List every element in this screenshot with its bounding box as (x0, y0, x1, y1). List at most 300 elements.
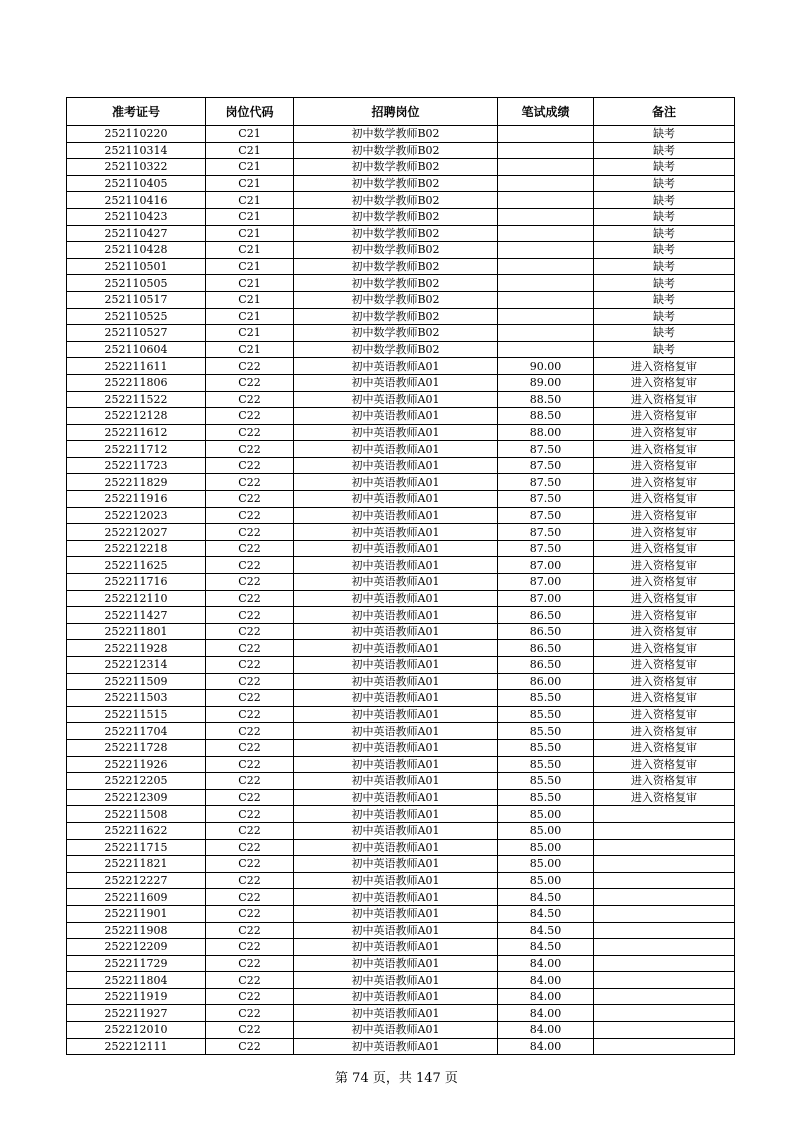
table-row (67, 939, 735, 956)
exam-id-cell: 252110501 (67, 258, 206, 275)
post-code-cell: C22 (206, 822, 294, 839)
written-score-cell: 86.50 (498, 623, 594, 640)
remark-cell: 进入资格复审 (594, 706, 735, 723)
post-name-cell: 初中英语教师A01 (294, 789, 498, 806)
post-name-cell: 初中英语教师A01 (294, 657, 498, 674)
exam-id-cell: 252211427 (67, 607, 206, 624)
written-score-cell (498, 258, 594, 275)
remark-cell (594, 1022, 735, 1039)
post-code-cell: C21 (206, 291, 294, 308)
exam-id-cell: 252211716 (67, 574, 206, 591)
table-row (67, 690, 735, 707)
table-row (67, 1005, 735, 1022)
exam-id-cell: 252211919 (67, 988, 206, 1005)
remark-cell: 进入资格复审 (594, 673, 735, 690)
post-code-cell: C22 (206, 391, 294, 408)
table-row (67, 972, 735, 989)
written-score-cell: 84.50 (498, 922, 594, 939)
exam-id-cell: 252212027 (67, 524, 206, 541)
remark-cell (594, 922, 735, 939)
remark-cell: 进入资格复审 (594, 474, 735, 491)
remark-cell: 进入资格复审 (594, 773, 735, 790)
table-row (67, 839, 735, 856)
written-score-cell: 87.50 (498, 540, 594, 557)
exam-id-cell: 252110423 (67, 208, 206, 225)
post-name-cell: 初中英语教师A01 (294, 540, 498, 557)
exam-id-cell: 252211829 (67, 474, 206, 491)
post-code-cell: C22 (206, 1005, 294, 1022)
exam-id-cell: 252211801 (67, 623, 206, 640)
table-row (67, 1038, 735, 1055)
post-code-cell: C21 (206, 159, 294, 176)
table-row (67, 739, 735, 756)
remark-cell: 进入资格复审 (594, 524, 735, 541)
header-post-name: 招聘岗位 (294, 98, 498, 126)
post-name-cell: 初中英语教师A01 (294, 723, 498, 740)
post-code-cell: C21 (206, 308, 294, 325)
written-score-cell (498, 175, 594, 192)
post-code-cell: C22 (206, 574, 294, 591)
written-score-cell: 87.50 (498, 457, 594, 474)
table-row (67, 474, 735, 491)
table-row (67, 208, 735, 225)
post-name-cell: 初中英语教师A01 (294, 988, 498, 1005)
remark-cell: 进入资格复审 (594, 574, 735, 591)
remark-cell (594, 889, 735, 906)
post-code-cell: C22 (206, 408, 294, 425)
exam-id-cell: 252110427 (67, 225, 206, 242)
table-row (67, 789, 735, 806)
post-name-cell: 初中英语教师A01 (294, 872, 498, 889)
written-score-cell: 85.00 (498, 822, 594, 839)
written-score-cell: 84.50 (498, 905, 594, 922)
post-name-cell: 初中英语教师A01 (294, 640, 498, 657)
written-score-cell: 85.00 (498, 806, 594, 823)
written-score-cell: 86.50 (498, 657, 594, 674)
written-score-cell: 85.00 (498, 872, 594, 889)
post-name-cell: 初中英语教师A01 (294, 922, 498, 939)
post-code-cell: C21 (206, 225, 294, 242)
table-row (67, 192, 735, 209)
post-name-cell: 初中英语教师A01 (294, 706, 498, 723)
post-name-cell: 初中英语教师A01 (294, 374, 498, 391)
remark-cell: 进入资格复审 (594, 657, 735, 674)
post-code-cell: C22 (206, 607, 294, 624)
header-post-code: 岗位代码 (206, 98, 294, 126)
post-code-cell: C22 (206, 723, 294, 740)
post-code-cell: C22 (206, 856, 294, 873)
written-score-cell (498, 242, 594, 259)
remark-cell: 进入资格复审 (594, 408, 735, 425)
post-name-cell: 初中英语教师A01 (294, 1022, 498, 1039)
post-name-cell: 初中英语教师A01 (294, 457, 498, 474)
post-name-cell: 初中英语教师A01 (294, 524, 498, 541)
written-score-cell (498, 142, 594, 159)
exam-id-cell: 252212218 (67, 540, 206, 557)
table-row (67, 325, 735, 342)
post-code-cell: C22 (206, 939, 294, 956)
table-row (67, 491, 735, 508)
post-name-cell: 初中数学教师B02 (294, 275, 498, 292)
table-row (67, 922, 735, 939)
post-code-cell: C21 (206, 175, 294, 192)
written-score-cell (498, 126, 594, 143)
remark-cell: 进入资格复审 (594, 640, 735, 657)
post-name-cell: 初中数学教师B02 (294, 308, 498, 325)
post-name-cell: 初中英语教师A01 (294, 673, 498, 690)
post-name-cell: 初中数学教师B02 (294, 142, 498, 159)
post-code-cell: C21 (206, 192, 294, 209)
exam-id-cell: 252110525 (67, 308, 206, 325)
remark-cell: 进入资格复审 (594, 540, 735, 557)
post-code-cell: C22 (206, 839, 294, 856)
exam-id-cell: 252211509 (67, 673, 206, 690)
exam-id-cell: 252212314 (67, 657, 206, 674)
post-code-cell: C21 (206, 126, 294, 143)
remark-cell (594, 839, 735, 856)
exam-id-cell: 252211503 (67, 690, 206, 707)
exam-id-cell: 252211927 (67, 1005, 206, 1022)
post-name-cell: 初中数学教师B02 (294, 192, 498, 209)
post-code-cell: C22 (206, 524, 294, 541)
exam-id-cell: 252212110 (67, 590, 206, 607)
post-code-cell: C22 (206, 640, 294, 657)
remark-cell (594, 972, 735, 989)
remark-cell: 进入资格复审 (594, 358, 735, 375)
exam-id-cell: 252110527 (67, 325, 206, 342)
table-row (67, 457, 735, 474)
exam-id-cell: 252211508 (67, 806, 206, 823)
written-score-cell: 88.50 (498, 408, 594, 425)
written-score-cell: 87.50 (498, 524, 594, 541)
written-score-cell: 84.00 (498, 972, 594, 989)
remark-cell: 缺考 (594, 126, 735, 143)
exam-id-cell: 252212010 (67, 1022, 206, 1039)
table-row (67, 358, 735, 375)
table-row (67, 955, 735, 972)
exam-id-cell: 252211704 (67, 723, 206, 740)
table-row (67, 291, 735, 308)
written-score-cell: 86.00 (498, 673, 594, 690)
table-row (67, 806, 735, 823)
post-code-cell: C22 (206, 441, 294, 458)
post-name-cell: 初中英语教师A01 (294, 358, 498, 375)
post-code-cell: C22 (206, 590, 294, 607)
post-code-cell: C22 (206, 706, 294, 723)
table-row (67, 557, 735, 574)
post-name-cell: 初中英语教师A01 (294, 773, 498, 790)
table-row (67, 872, 735, 889)
remark-cell: 缺考 (594, 142, 735, 159)
post-name-cell: 初中英语教师A01 (294, 822, 498, 839)
remark-cell: 缺考 (594, 159, 735, 176)
post-code-cell: C22 (206, 872, 294, 889)
exam-id-cell: 252211928 (67, 640, 206, 657)
exam-id-cell: 252212111 (67, 1038, 206, 1055)
exam-id-cell: 252110428 (67, 242, 206, 259)
post-code-cell: C21 (206, 208, 294, 225)
table-row (67, 524, 735, 541)
table-row (67, 308, 735, 325)
remark-cell (594, 905, 735, 922)
post-code-cell: C21 (206, 275, 294, 292)
remark-cell: 缺考 (594, 208, 735, 225)
remark-cell (594, 988, 735, 1005)
table-row (67, 408, 735, 425)
remark-cell (594, 856, 735, 873)
table-row (67, 574, 735, 591)
exam-id-cell: 252212023 (67, 507, 206, 524)
table-row (67, 590, 735, 607)
written-score-cell: 88.50 (498, 391, 594, 408)
table-row (67, 242, 735, 259)
written-score-cell (498, 341, 594, 358)
table-row (67, 374, 735, 391)
table-row (67, 142, 735, 159)
post-name-cell: 初中英语教师A01 (294, 690, 498, 707)
remark-cell: 缺考 (594, 308, 735, 325)
post-code-cell: C21 (206, 142, 294, 159)
table-row (67, 126, 735, 143)
post-code-cell: C22 (206, 922, 294, 939)
remark-cell: 进入资格复审 (594, 756, 735, 773)
table-row (67, 225, 735, 242)
remark-cell: 进入资格复审 (594, 739, 735, 756)
remark-cell: 进入资格复审 (594, 690, 735, 707)
written-score-cell (498, 275, 594, 292)
table-header-row (67, 98, 735, 126)
written-score-cell: 87.00 (498, 574, 594, 591)
remark-cell (594, 939, 735, 956)
post-name-cell: 初中英语教师A01 (294, 972, 498, 989)
written-score-cell: 84.50 (498, 889, 594, 906)
post-code-cell: C22 (206, 474, 294, 491)
written-score-cell: 86.50 (498, 607, 594, 624)
remark-cell (594, 955, 735, 972)
table-row (67, 889, 735, 906)
written-score-cell: 84.00 (498, 1022, 594, 1039)
post-name-cell: 初中数学教师B02 (294, 126, 498, 143)
remark-cell (594, 1038, 735, 1055)
remark-cell: 缺考 (594, 341, 735, 358)
table-row (67, 657, 735, 674)
post-code-cell: C22 (206, 491, 294, 508)
written-score-cell: 86.50 (498, 640, 594, 657)
table-row (67, 640, 735, 657)
table-row (67, 341, 735, 358)
post-code-cell: C22 (206, 905, 294, 922)
header-remark: 备注 (594, 98, 735, 126)
written-score-cell: 84.00 (498, 955, 594, 972)
exam-id-cell: 252212209 (67, 939, 206, 956)
table-row (67, 175, 735, 192)
post-name-cell: 初中英语教师A01 (294, 623, 498, 640)
remark-cell: 缺考 (594, 275, 735, 292)
exam-id-cell: 252211622 (67, 822, 206, 839)
post-code-cell: C21 (206, 325, 294, 342)
post-code-cell: C22 (206, 424, 294, 441)
exam-id-cell: 252211728 (67, 739, 206, 756)
remark-cell (594, 1005, 735, 1022)
post-code-cell: C22 (206, 1022, 294, 1039)
remark-cell: 进入资格复审 (594, 391, 735, 408)
post-name-cell: 初中英语教师A01 (294, 889, 498, 906)
written-score-cell: 84.50 (498, 939, 594, 956)
written-score-cell: 85.50 (498, 739, 594, 756)
remark-cell: 缺考 (594, 325, 735, 342)
post-code-cell: C22 (206, 773, 294, 790)
remark-cell: 进入资格复审 (594, 723, 735, 740)
post-name-cell: 初中英语教师A01 (294, 905, 498, 922)
exam-id-cell: 252211522 (67, 391, 206, 408)
written-score-cell: 88.00 (498, 424, 594, 441)
written-score-cell: 87.50 (498, 507, 594, 524)
exam-id-cell: 252211609 (67, 889, 206, 906)
page-footer: 第 74 页，共 147 页 (335, 1071, 458, 1086)
post-code-cell: C22 (206, 806, 294, 823)
written-score-cell: 85.50 (498, 756, 594, 773)
post-name-cell: 初中英语教师A01 (294, 1005, 498, 1022)
remark-cell: 进入资格复审 (594, 590, 735, 607)
table-row (67, 275, 735, 292)
table-row (67, 673, 735, 690)
post-name-cell: 初中英语教师A01 (294, 856, 498, 873)
post-name-cell: 初中数学教师B02 (294, 341, 498, 358)
remark-cell: 缺考 (594, 192, 735, 209)
written-score-cell (498, 225, 594, 242)
remark-cell (594, 806, 735, 823)
written-score-cell: 85.50 (498, 690, 594, 707)
post-code-cell: C22 (206, 623, 294, 640)
exam-id-cell: 252211916 (67, 491, 206, 508)
written-score-cell: 84.00 (498, 1005, 594, 1022)
exam-id-cell: 252110604 (67, 341, 206, 358)
written-score-cell: 87.00 (498, 590, 594, 607)
written-score-cell: 85.50 (498, 723, 594, 740)
written-score-cell: 87.50 (498, 441, 594, 458)
post-code-cell: C22 (206, 972, 294, 989)
table-row (67, 822, 735, 839)
written-score-cell (498, 159, 594, 176)
post-code-cell: C22 (206, 457, 294, 474)
post-name-cell: 初中英语教师A01 (294, 491, 498, 508)
post-code-cell: C22 (206, 657, 294, 674)
post-name-cell: 初中英语教师A01 (294, 806, 498, 823)
post-code-cell: C22 (206, 988, 294, 1005)
remark-cell (594, 872, 735, 889)
post-code-cell: C22 (206, 739, 294, 756)
post-code-cell: C22 (206, 507, 294, 524)
exam-id-cell: 252212309 (67, 789, 206, 806)
remark-cell: 进入资格复审 (594, 424, 735, 441)
exam-id-cell: 252211806 (67, 374, 206, 391)
table-row (67, 391, 735, 408)
written-score-cell: 85.50 (498, 773, 594, 790)
post-name-cell: 初中数学教师B02 (294, 175, 498, 192)
remark-cell: 缺考 (594, 175, 735, 192)
post-code-cell: C22 (206, 540, 294, 557)
post-code-cell: C22 (206, 955, 294, 972)
remark-cell: 缺考 (594, 242, 735, 259)
table-row (67, 773, 735, 790)
post-code-cell: C21 (206, 258, 294, 275)
post-code-cell: C22 (206, 673, 294, 690)
remark-cell: 进入资格复审 (594, 607, 735, 624)
table-row (67, 607, 735, 624)
table-body (67, 126, 735, 1055)
post-name-cell: 初中数学教师B02 (294, 159, 498, 176)
exam-id-cell: 252212205 (67, 773, 206, 790)
post-code-cell: C21 (206, 242, 294, 259)
table-row (67, 723, 735, 740)
post-name-cell: 初中英语教师A01 (294, 474, 498, 491)
post-name-cell: 初中英语教师A01 (294, 955, 498, 972)
post-name-cell: 初中英语教师A01 (294, 391, 498, 408)
written-score-cell: 87.50 (498, 474, 594, 491)
written-score-cell (498, 325, 594, 342)
post-name-cell: 初中英语教师A01 (294, 739, 498, 756)
post-name-cell: 初中英语教师A01 (294, 1038, 498, 1055)
post-code-cell: C22 (206, 358, 294, 375)
post-name-cell: 初中英语教师A01 (294, 574, 498, 591)
remark-cell: 进入资格复审 (594, 457, 735, 474)
remark-cell (594, 822, 735, 839)
remark-cell: 进入资格复审 (594, 491, 735, 508)
post-code-cell: C22 (206, 690, 294, 707)
post-name-cell: 初中英语教师A01 (294, 507, 498, 524)
written-score-cell: 85.50 (498, 706, 594, 723)
written-score-cell: 90.00 (498, 358, 594, 375)
post-code-cell: C22 (206, 557, 294, 574)
remark-cell: 进入资格复审 (594, 374, 735, 391)
remark-cell: 缺考 (594, 225, 735, 242)
exam-id-cell: 252211611 (67, 358, 206, 375)
exam-id-cell: 252212227 (67, 872, 206, 889)
post-name-cell: 初中英语教师A01 (294, 590, 498, 607)
exam-id-cell: 252211612 (67, 424, 206, 441)
exam-id-cell: 252211723 (67, 457, 206, 474)
post-name-cell: 初中数学教师B02 (294, 258, 498, 275)
table-row (67, 424, 735, 441)
table-row (67, 988, 735, 1005)
written-score-cell: 85.00 (498, 839, 594, 856)
exam-id-cell: 252211712 (67, 441, 206, 458)
post-name-cell: 初中英语教师A01 (294, 939, 498, 956)
written-score-cell: 89.00 (498, 374, 594, 391)
exam-id-cell: 252211821 (67, 856, 206, 873)
exam-id-cell: 252110505 (67, 275, 206, 292)
remark-cell: 进入资格复审 (594, 557, 735, 574)
post-name-cell: 初中数学教师B02 (294, 208, 498, 225)
exam-id-cell: 252110517 (67, 291, 206, 308)
post-code-cell: C22 (206, 374, 294, 391)
score-table (66, 97, 735, 1055)
table-row (67, 856, 735, 873)
post-name-cell: 初中英语教师A01 (294, 756, 498, 773)
post-code-cell: C22 (206, 756, 294, 773)
post-code-cell: C22 (206, 1038, 294, 1055)
exam-id-cell: 252211804 (67, 972, 206, 989)
exam-id-cell: 252211515 (67, 706, 206, 723)
exam-id-cell: 252211901 (67, 905, 206, 922)
remark-cell: 进入资格复审 (594, 623, 735, 640)
written-score-cell (498, 192, 594, 209)
written-score-cell: 84.00 (498, 1038, 594, 1055)
post-name-cell: 初中英语教师A01 (294, 441, 498, 458)
post-name-cell: 初中英语教师A01 (294, 557, 498, 574)
post-name-cell: 初中英语教师A01 (294, 607, 498, 624)
post-code-cell: C21 (206, 341, 294, 358)
